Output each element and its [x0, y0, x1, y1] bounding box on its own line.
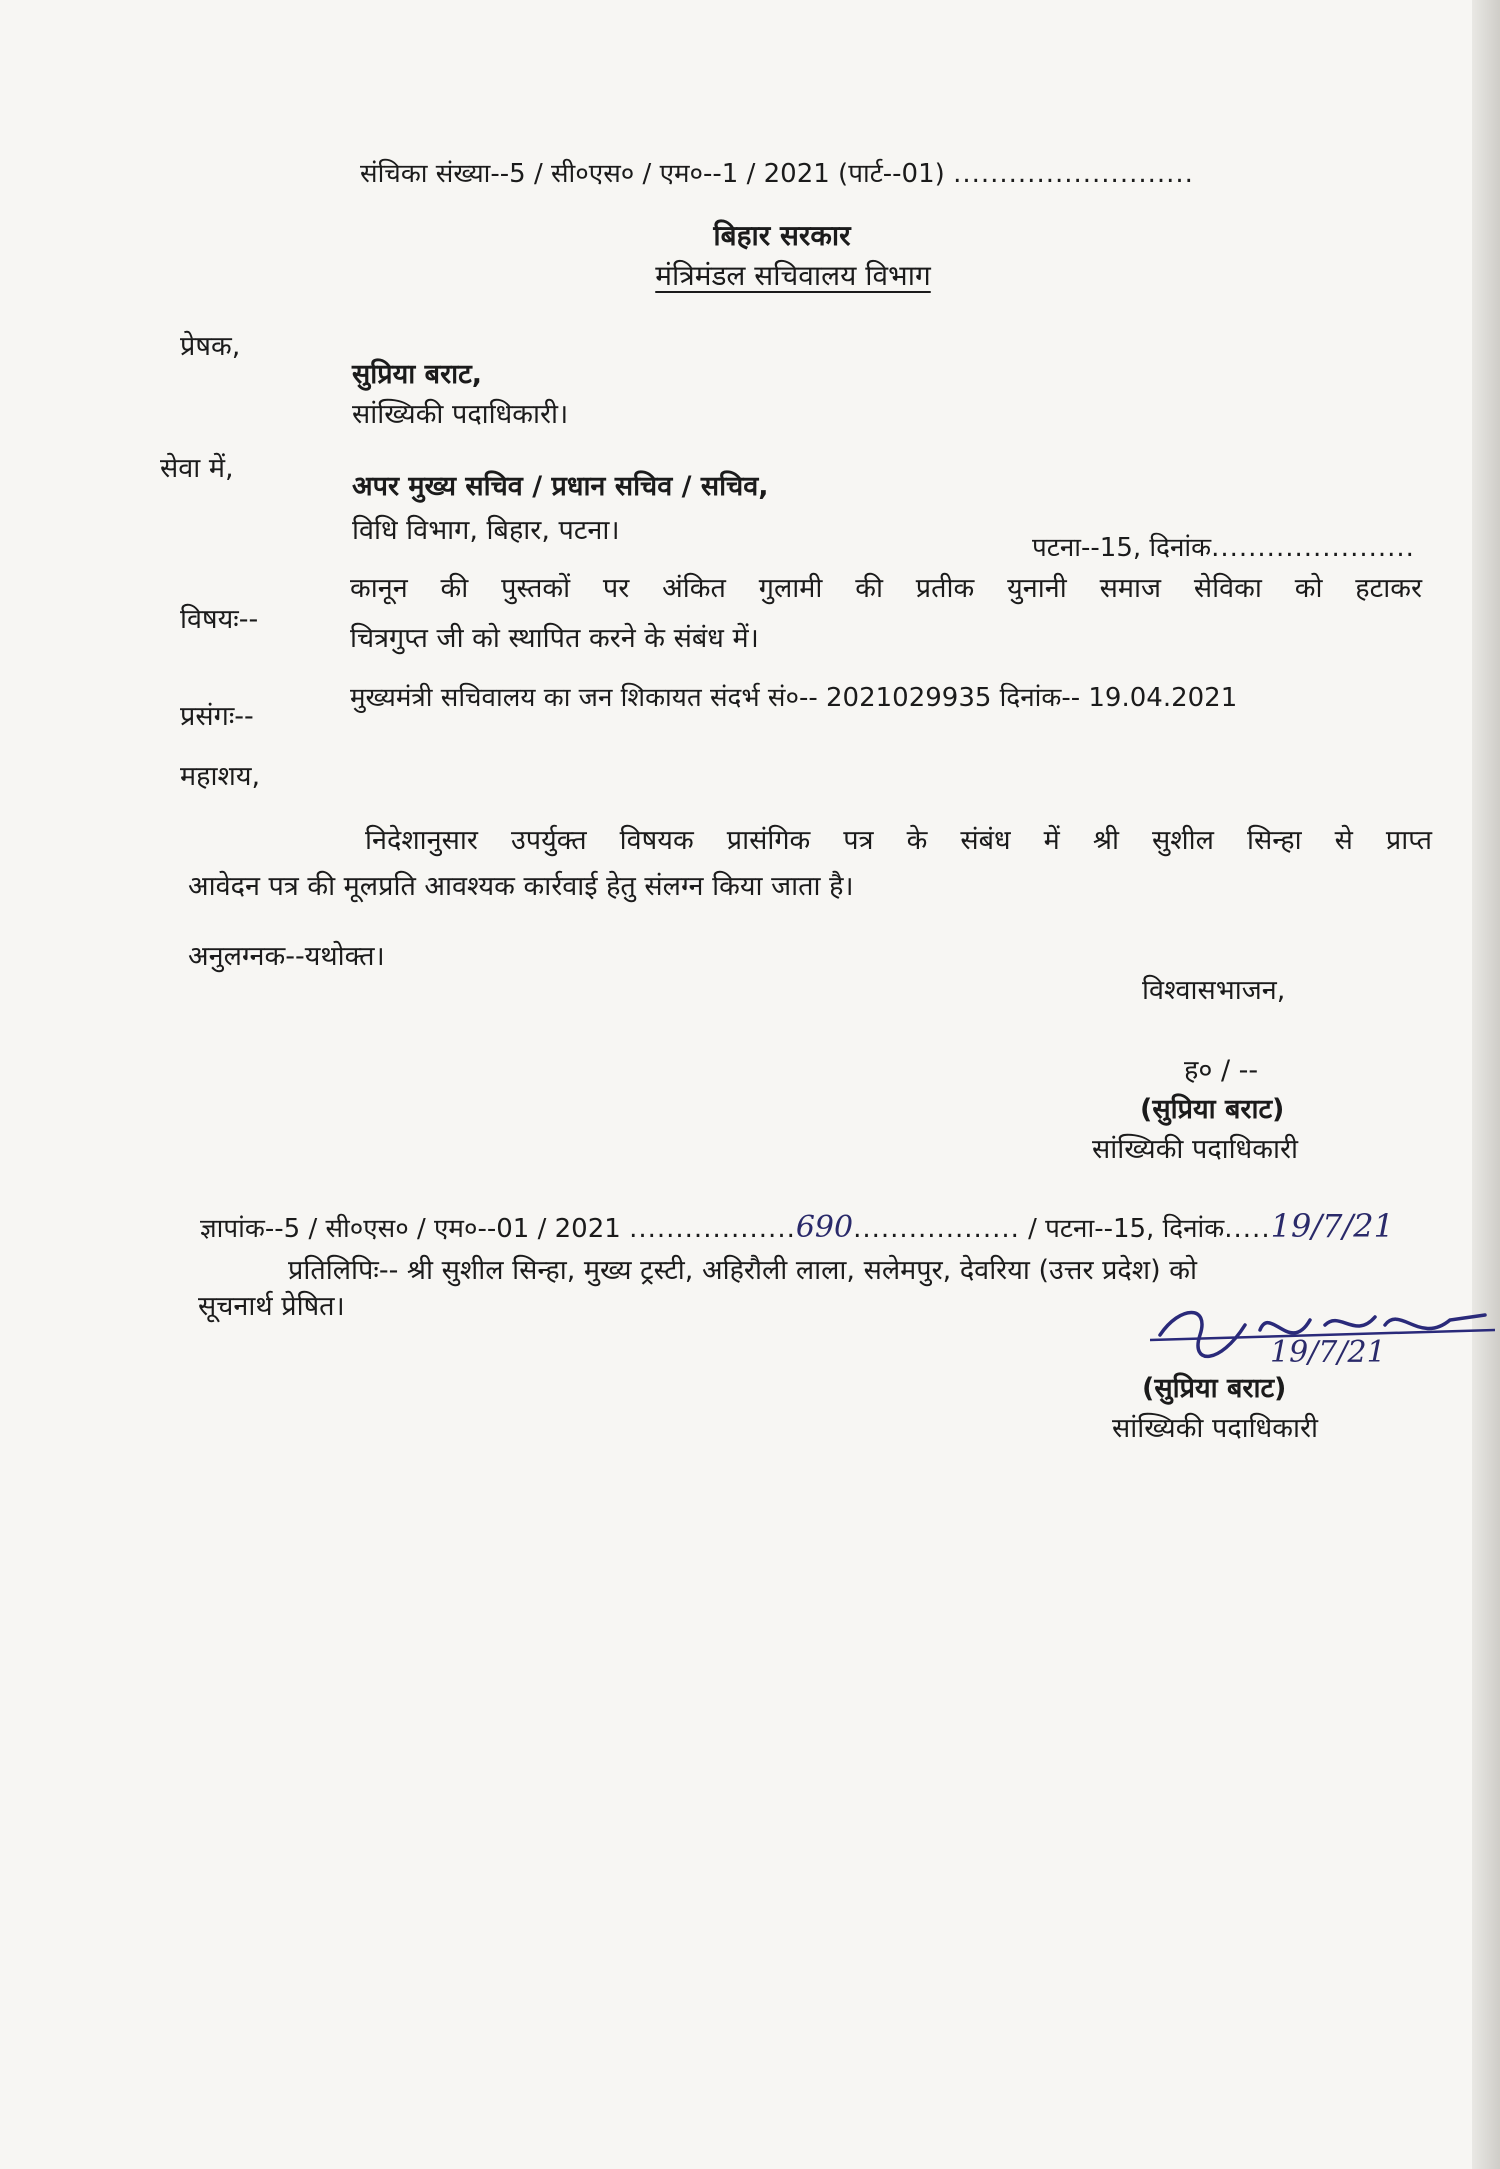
subject-label: विषयः-- — [180, 604, 259, 635]
date-line — [1032, 532, 1415, 565]
subject-line-1: कानून की पुस्तकों पर अंकित गुलामी की प्रतीक युनानी समाज सेविका को हटाकर — [350, 573, 1422, 604]
memo-date: 19/7/21 — [1270, 1207, 1394, 1245]
memo-dots-1: .................. — [629, 1214, 796, 1244]
recipient-label: सेवा में, — [160, 453, 234, 484]
copy-line-2: सूचनार्थ प्रेषित। — [198, 1291, 345, 1322]
page-edge-shadow — [1472, 0, 1500, 2169]
salutation: महाशय, — [180, 761, 261, 792]
memo-dots-2: .................. — [853, 1214, 1020, 1244]
subject-line-2: चित्रगुप्त जी को स्थापित करने के संबंध में। — [350, 623, 759, 654]
body-line-2: आवेदन पत्र की मूलप्रति आवश्यक कार्रवाई हेतु संलग्न किया जाता है। — [188, 871, 854, 902]
memo-line — [200, 1206, 1394, 1247]
government-heading: बिहार सरकार — [713, 219, 851, 252]
final-signatory-name: (सुप्रिया बराट) — [1142, 1373, 1287, 1404]
memo-dots-3: ..... — [1224, 1214, 1271, 1244]
memo-place: / पटना--15, दिनांक — [1028, 1214, 1225, 1244]
reference-text: मुख्यमंत्री सचिवालय का जन शिकायत संदर्भ सं०-- 2021029935 दिनांक-- 19.04.2021 — [350, 683, 1238, 713]
recipient-office: विधि विभाग, बिहार, पटना। — [352, 515, 620, 546]
sender-name: सुप्रिया बराट, — [352, 359, 482, 390]
date-line-place: पटना--15, दिनांक — [1032, 533, 1212, 563]
closing-regards: विश्वासभाजन, — [1142, 975, 1286, 1006]
body-line-1: निदेशानुसार उपर्युक्त विषयक प्रासंगिक पत्र के संबंध में श्री सुशील सिन्हा से प्राप्त — [365, 825, 1432, 856]
enclosure: अनुलग्नक--यथोक्त। — [188, 941, 385, 972]
date-line-dots: ...................... — [1211, 533, 1415, 563]
handwritten-signature-date: 19/7/21 — [1270, 1335, 1386, 1370]
sender-designation: सांख्यिकी पदाधिकारी। — [352, 399, 569, 430]
sender-label: प्रेषक, — [180, 331, 241, 362]
closing-name: (सुप्रिया बराट) — [1140, 1094, 1285, 1125]
closing-designation: सांख्यिकी पदाधिकारी — [1092, 1134, 1299, 1165]
department-heading: मंत्रिमंडल सचिवालय विभाग — [655, 259, 931, 292]
file-number-dots: .......................... — [953, 159, 1194, 189]
copy-line-1: प्रतिलिपिः-- श्री सुशील सिन्हा, मुख्य ट्रस्टी, अहिरौली लाला, सलेमपुर, देवरिया (उत्तर प्रदेश) को — [288, 1255, 1197, 1286]
final-signatory-designation: सांख्यिकी पदाधिकारी — [1112, 1413, 1319, 1444]
file-number — [360, 158, 1194, 191]
memo-number: 690 — [795, 1210, 854, 1245]
recipient-title: अपर मुख्य सचिव / प्रधान सचिव / सचिव, — [352, 471, 769, 502]
reference-label: प्रसंगः-- — [180, 701, 254, 732]
closing-signed: ह० / -- — [1184, 1055, 1259, 1086]
memo-prefix: ज्ञापांक--5 / सी०एस० / एम०--01 / 2021 — [200, 1214, 621, 1244]
file-number-text: संचिका संख्या--5 / सी०एस० / एम०--1 / 2021 (पार्ट--01) — [360, 159, 945, 189]
